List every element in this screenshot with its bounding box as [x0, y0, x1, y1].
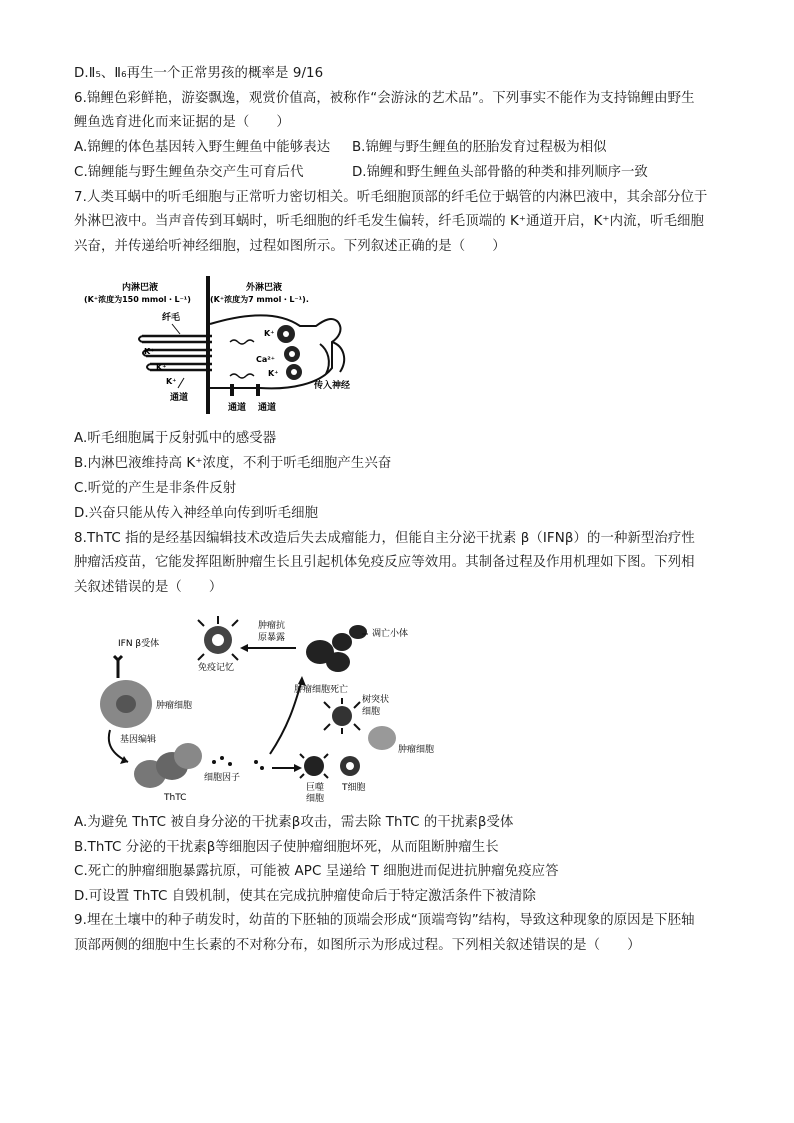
macrophage-label-line2: 细胞: [306, 794, 325, 804]
hair-cell-diagram: [80, 272, 370, 417]
q7-stem-line3: 兴奋，并传递给听神经细胞，过程如图所示。下列叙述正确的是（ ）: [74, 239, 506, 254]
q8-stem-line2: 肿瘤活疫苗，它能发挥阻断肿瘤生长且引起机体免疫反应等效用。其制备过程及作用机理如下图。下列相: [74, 555, 695, 570]
channel-pointer-left: [178, 378, 184, 388]
ca-ion-label: Ca²⁺: [256, 355, 275, 364]
cytokine-dot-4: [254, 760, 258, 764]
t-cell-label: T细胞: [342, 783, 366, 793]
gene-editing-label: 基因编辑: [120, 735, 157, 745]
dendritic-label-line1: 树突状: [362, 695, 390, 705]
q5-option-d: D.Ⅱ₅、Ⅱ₆再生一个正常男孩的概率是 9/16: [74, 66, 324, 81]
macrophage-label-line1: 巨噬: [306, 783, 325, 793]
channel-label-2: 通道: [258, 403, 277, 413]
apoptotic-body-4: [349, 625, 367, 639]
cytokine-dot-5: [260, 766, 264, 770]
q8-option-b: B.ThTC 分泌的干扰素β等细胞因子使肿瘤细胞坏死，从而阻断肿瘤生长: [74, 840, 499, 855]
channel-marker-2: [256, 384, 260, 396]
arrow-to-immune-cells-head: [294, 764, 302, 772]
ca-wave-1: [230, 340, 254, 344]
q7-option-a: A.听毛细胞属于反射弧中的感受器: [74, 431, 277, 446]
cytokine-label: 细胞因子: [204, 773, 241, 783]
k-ion-label-1: K⁺: [144, 347, 155, 356]
thtc-label: ThTC: [164, 793, 187, 803]
q6-option-a: A.锦鲤的体色基因转入野生鲤鱼中能够表达: [74, 140, 331, 155]
k-ion-label-5: K⁺: [268, 369, 279, 378]
q8-option-d: D.可设置 ThTC 自毁机制，使其在完成抗肿瘤使命后于特定激活条件下被清除: [74, 889, 537, 904]
macrophage-cell: [304, 756, 324, 776]
q7-option-c: C.听觉的产生是非条件反射: [74, 481, 237, 496]
q6-stem-line1: 6.锦鲤色彩鲜艳，游姿飘逸，观赏价值高，被称作“会游泳的艺术品”。下列事实不能作为支持锦鲤由野生: [74, 91, 695, 106]
q8-stem-line3: 关叙述错误的是（ ）: [74, 580, 223, 595]
channel-label-left: 通道: [170, 393, 189, 403]
q9-stem-line2: 顶部两侧的细胞中生长素的不对称分布，如图所示为形成过程。下列相关叙述错误的是（ ）: [74, 938, 641, 953]
q8-option-c: C.死亡的肿瘤细胞暴露抗原，可能被 APC 呈递给 T 细胞进而促进抗肿瘤免疫应答: [74, 864, 559, 879]
dendritic-cell: [332, 706, 352, 726]
apoptotic-body-3: [332, 633, 352, 651]
tumor-cell-left-nucleus: [116, 695, 136, 713]
q6-option-d: D.锦鲤和野生鲤鱼头部骨骼的种类和排列顺序一致: [352, 165, 648, 180]
q6-stem-line2: 鲤鱼选育进化而来证据的是（ ）: [74, 115, 290, 130]
q6-option-b: B.锦鲤与野生鲤鱼的胚胎发育过程极为相似: [352, 140, 607, 155]
tumor-death-label: 肿瘤细胞死亡: [294, 685, 349, 695]
k-ion-label-4: K⁺: [264, 329, 275, 338]
k-ion-label-2: K⁺: [156, 363, 167, 372]
vesicle-core-2: [289, 351, 295, 357]
tumor-cell-label-right: 肿瘤细胞: [398, 745, 435, 755]
outer-lymph-label: 外淋巴液: [246, 283, 283, 293]
apoptotic-body-label: 凋亡小体: [372, 629, 409, 639]
antigen-exposure-line2: 原暴露: [258, 633, 286, 643]
channel-marker-1: [230, 384, 234, 396]
cytokine-dot-1: [212, 760, 216, 764]
immune-memory-cell-core: [212, 634, 224, 646]
dendritic-label-line2: 细胞: [362, 707, 381, 717]
q8-option-a: A.为避免 ThTC 被自身分泌的干扰素β攻击，需去除 ThTC 的干扰素β受体: [74, 815, 514, 830]
thtc-mechanism-diagram: [100, 604, 450, 804]
cilia-label: 纤毛: [162, 313, 181, 323]
cytokine-dot-3: [228, 762, 232, 766]
q8-stem-line1: 8.ThTC 指的是经基因编辑技术改造后失去成瘤能力，但能自主分泌干扰素 β（IFNβ）的一种新型治疗性: [74, 531, 695, 546]
ca-wave-2: [230, 374, 254, 378]
apoptotic-body-2: [326, 652, 350, 672]
q9-stem-line1: 9.埋在土壤中的种子萌发时，幼苗的下胚轴的顶端会形成“顶端弯钩”结构，导致这种现象的原因是下胚轴: [74, 913, 695, 928]
vesicle-core-3: [291, 369, 297, 375]
ifn-receptor-shape: [114, 656, 122, 678]
thtc-cell-3: [174, 743, 202, 769]
afferent-nerve-label: 传入神经: [314, 381, 351, 391]
cilia-pointer: [172, 324, 180, 334]
q6-option-c: C.锦鲤能与野生鲤鱼杂交产生可育后代: [74, 165, 304, 180]
q7-option-b: B.内淋巴液维持高 K⁺浓度，不利于听毛细胞产生兴奋: [74, 456, 392, 471]
inner-lymph-conc: (K⁺浓度为150 mmol・L⁻¹): [84, 295, 191, 304]
t-cell-core: [346, 762, 354, 770]
inner-lymph-label: 内淋巴液: [122, 283, 159, 293]
antigen-exposure-line1: 肿瘤抗: [258, 621, 286, 631]
k-ion-label-3: K⁺: [166, 377, 177, 386]
immune-memory-label: 免疫记忆: [198, 663, 235, 673]
tumor-cell-right: [368, 726, 396, 750]
q7-option-d: D.兴奋只能从传入神经单向传到听毛细胞: [74, 506, 319, 521]
channel-label-1: 通道: [228, 403, 247, 413]
ifn-receptor-label: IFN β受体: [118, 639, 160, 649]
cytokine-dot-2: [220, 756, 224, 760]
tumor-cell-label-left: 肿瘤细胞: [156, 701, 193, 711]
q7-stem-line2: 外淋巴液中。当声音传到耳蜗时，听毛细胞的纤毛发生偏转，纤毛顶端的 K⁺通道开启，K⁺内流，听毛细胞: [74, 214, 705, 229]
outer-lymph-conc: (K⁺浓度为7 mmol・L⁻¹).: [210, 295, 309, 304]
vesicle-core-1: [283, 331, 289, 337]
q7-stem-line1: 7.人类耳蜗中的听毛细胞与正常听力密切相关。听毛细胞顶部的纤毛位于蜗管的内淋巴液中，其余部分位于: [74, 190, 708, 205]
arrow-to-immune-memory-head: [240, 644, 248, 652]
